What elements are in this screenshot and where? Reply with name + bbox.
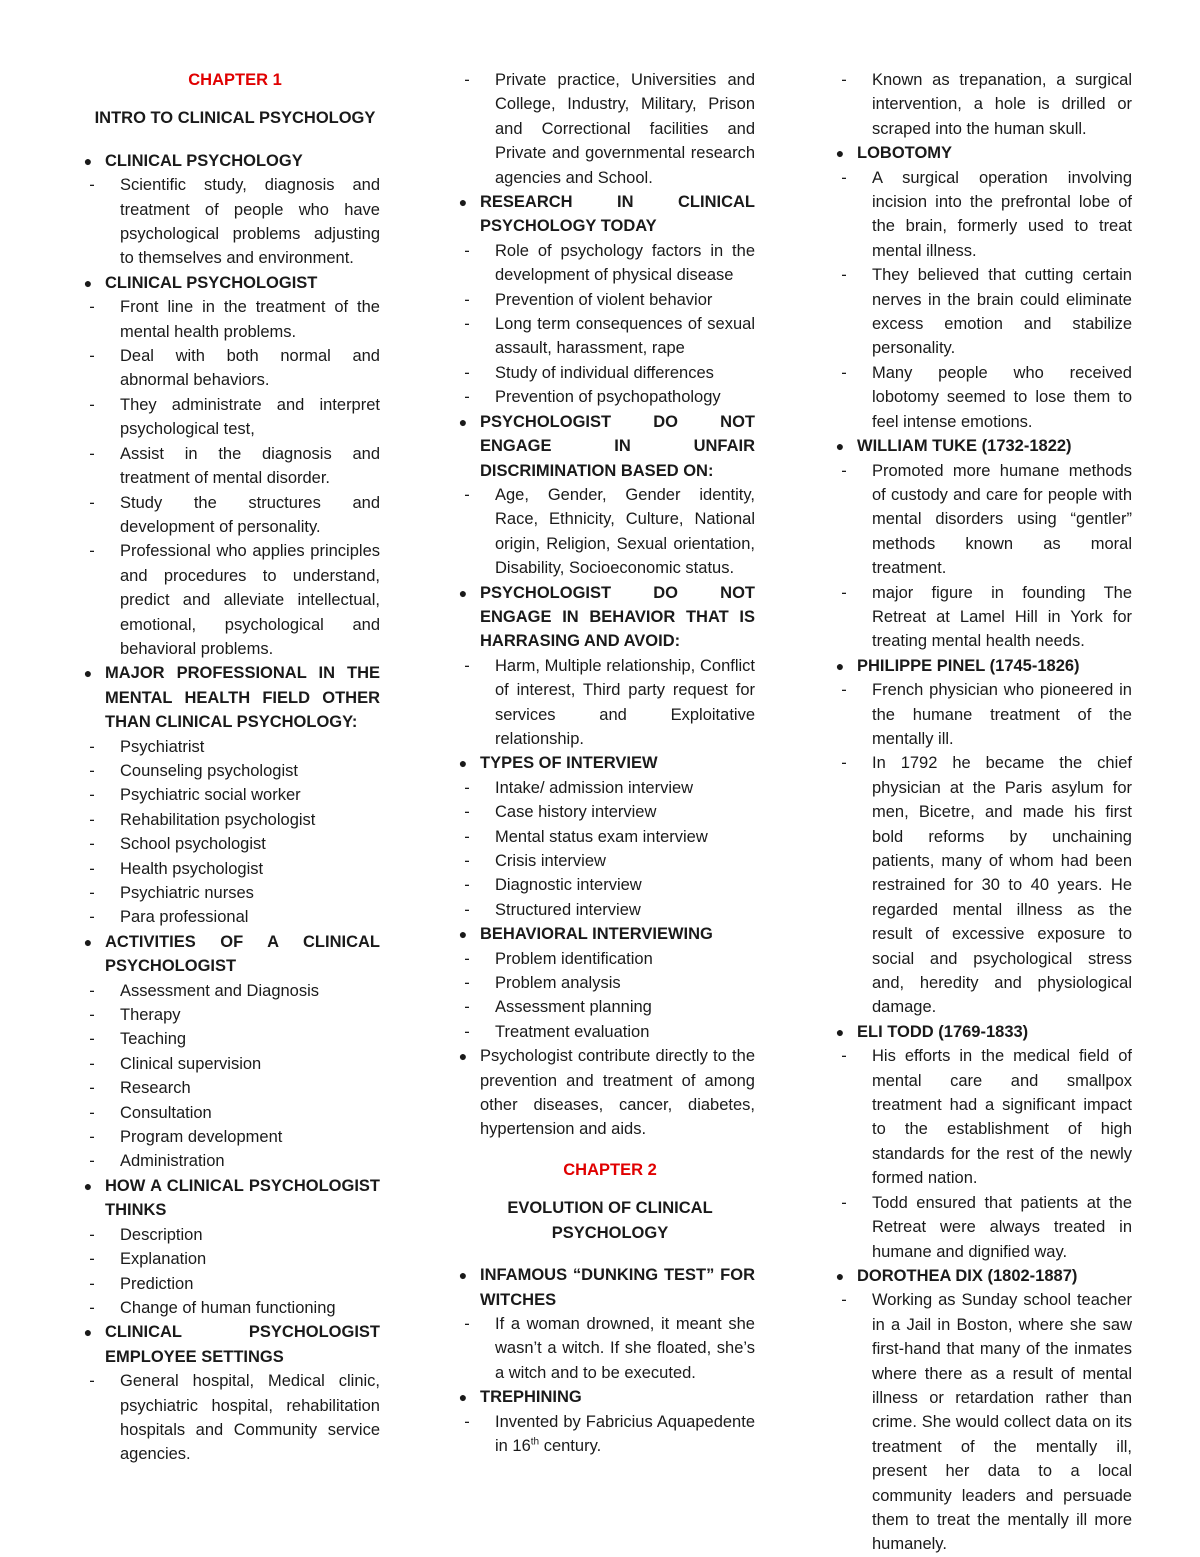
list-item-text: Para professional [120, 908, 249, 927]
section-heading [832, 1264, 1132, 1288]
list-item [80, 539, 380, 661]
dash-icon: - [89, 444, 95, 463]
bullet-icon: ● [83, 933, 93, 950]
section-heading-text: HOW A CLINICAL PSYCHOLOGIST THINKS [105, 1176, 380, 1220]
dash-icon: - [89, 395, 95, 414]
section-heading-text: CLINICAL PSYCHOLOGY [105, 151, 303, 170]
list-item [80, 1296, 380, 1320]
dash-icon: - [89, 1298, 95, 1317]
list-item [80, 1003, 380, 1027]
dash-icon: - [841, 1047, 847, 1066]
section-heading [832, 1020, 1132, 1044]
list-item-text: Promoted more humane methods of custody and care for people with mental disorders using “gentler” methods known as moral treatment. [872, 461, 1132, 578]
dash-icon: - [464, 803, 470, 822]
list-item [455, 898, 755, 922]
list-item [80, 1101, 380, 1125]
list-item [455, 361, 755, 385]
list-item-text: Many people who received lobotomy seemed to lose them to feel intense emotions. [872, 363, 1132, 431]
list-item [80, 979, 380, 1003]
section-heading-text: BEHAVIORAL INTERVIEWING [480, 925, 713, 944]
list-item [80, 1027, 380, 1051]
list-item [80, 1369, 380, 1467]
dash-icon: - [841, 461, 847, 480]
list-item [80, 857, 380, 881]
section-heading [80, 1174, 380, 1223]
bullet-icon: ● [458, 1048, 468, 1065]
dash-icon: - [89, 737, 95, 756]
dash-icon: - [841, 71, 847, 89]
section-heading [455, 1385, 755, 1409]
bullet-icon: ● [835, 1267, 845, 1284]
list-item-text: Intake/ admission interview [495, 778, 694, 797]
list-item-text: Clinical supervision [120, 1054, 262, 1073]
dash-icon: - [89, 1128, 95, 1147]
dash-icon: - [89, 859, 95, 878]
list-item-text: Scientific study, diagnosis and treatment of people who have psychological problems adjusting to themselves and environment. [120, 176, 380, 268]
dash-icon: - [841, 583, 847, 602]
list-item-text: Private practice, Universities and College, Industry, Military, Prison and Correctional facilities and Private and governmental research agencies and School. [495, 71, 755, 187]
bullet-icon: ● [83, 665, 93, 682]
list-item-text: Front line in the treatment of the mental health problems. [120, 298, 380, 341]
dash-icon: - [464, 974, 470, 993]
list-item-text: Teaching [120, 1030, 187, 1049]
dash-icon: - [464, 1412, 470, 1431]
list-item [80, 881, 380, 905]
dash-icon: - [841, 168, 847, 187]
list-item [832, 1288, 1132, 1556]
section-heading [455, 410, 755, 483]
list-item-text: Explanation [120, 1250, 207, 1269]
list-item [455, 825, 755, 849]
dash-icon: - [464, 998, 470, 1017]
list-item [80, 808, 380, 832]
list-item [455, 1020, 755, 1044]
section-heading-text: ELI TODD (1769-1833) [857, 1022, 1029, 1041]
list-item [455, 947, 755, 971]
list-item [80, 1076, 380, 1100]
trephining-superscript: th [530, 1436, 540, 1448]
dash-icon: - [464, 949, 470, 968]
column-1 [80, 68, 380, 1467]
list-item [80, 1052, 380, 1076]
section-heading-text: CLINICAL PSYCHOLOGIST [105, 273, 318, 292]
bullet-icon: ● [458, 1389, 468, 1406]
dash-icon: - [89, 1274, 95, 1293]
list-item-text: Prevention of psychopathology [495, 388, 721, 407]
list-item [832, 68, 1132, 141]
dash-icon: - [464, 241, 470, 260]
section-heading [455, 190, 755, 239]
dash-icon: - [89, 298, 95, 317]
col3-lead-items [832, 68, 1132, 141]
list-item [80, 1272, 380, 1296]
col1-sections [80, 149, 380, 1467]
dash-icon: - [89, 1079, 95, 1098]
list-item-text: Problem analysis [495, 974, 621, 993]
list-item [832, 678, 1132, 751]
list-item [455, 288, 755, 312]
section-heading [455, 751, 755, 775]
section-heading-text: WILLIAM TUKE (1732-1822) [857, 437, 1072, 456]
plain-bullet [455, 1044, 755, 1142]
list-item-text: Age, Gender, Gender identity, Race, Ethnicity, Culture, National origin, Religion, Sexual orientation, Disability, Socioeconomic status. [495, 485, 755, 578]
list-item-text: Counseling psychologist [120, 761, 298, 780]
section-heading-text: INFAMOUS “DUNKING TEST” FOR WITCHES [480, 1266, 755, 1309]
dash-icon: - [841, 266, 847, 285]
list-item-text: Rehabilitation psychologist [120, 810, 316, 829]
list-item-text: Consultation [120, 1103, 212, 1122]
dash-icon: - [464, 827, 470, 846]
list-item-text: French physician who pioneered in the humane treatment of the mentally ill. [872, 681, 1132, 748]
bullet-icon: ● [83, 152, 93, 169]
plain-bullet-text: Psychologist contribute directly to the prevention and treatment of among other diseases, cancer, diabetes, hypertension and aids. [480, 1047, 755, 1139]
list-item-text: Study of individual differences [495, 363, 714, 382]
dash-icon: - [464, 315, 470, 334]
list-item [80, 1247, 380, 1271]
list-item-text: Problem identification [495, 949, 653, 968]
section-heading-text: PHILIPPE PINEL (1745-1826) [857, 656, 1080, 675]
section-heading-text: PSYCHOLOGIST DO NOT ENGAGE IN UNFAIR DISCRIMINATION BASED ON: [480, 412, 755, 480]
section-heading [80, 271, 380, 295]
list-item-text: School psychologist [120, 835, 266, 854]
list-item-text: Treatment evaluation [495, 1022, 650, 1041]
list-item-text: Prevention of violent behavior [495, 290, 713, 309]
dash-icon: - [841, 754, 847, 773]
dash-icon: - [464, 876, 470, 895]
dash-icon: - [89, 835, 95, 854]
list-item [455, 776, 755, 800]
list-item [80, 759, 380, 783]
list-item-text: Psychiatrist [120, 737, 205, 756]
list-item-text: Crisis interview [495, 852, 606, 870]
column-2 [455, 68, 755, 1458]
list-item [455, 385, 755, 409]
list-item-text: Structured interview [495, 900, 641, 919]
section-heading [455, 1263, 755, 1312]
list-item [80, 393, 380, 442]
dash-icon: - [464, 290, 470, 309]
list-item-text: major figure in founding The Retreat at Lamel Hill in York for treating mental health needs. [872, 583, 1132, 651]
list-item [832, 1044, 1132, 1190]
list-item [455, 312, 755, 361]
list-item-text: Diagnostic interview [495, 876, 642, 895]
list-item-text: Case history interview [495, 803, 657, 822]
bullet-icon: ● [458, 926, 468, 943]
list-item [832, 361, 1132, 434]
dash-icon: - [89, 1103, 95, 1122]
column-3 [832, 68, 1132, 1557]
dash-icon: - [89, 1054, 95, 1073]
dash-icon: - [89, 981, 95, 1000]
dash-icon: - [89, 1152, 95, 1171]
dash-icon: - [89, 908, 95, 927]
list-item-text: If a woman drowned, it meant she wasn’t a witch. If she floated, she’s a witch and to be executed. [495, 1314, 755, 1382]
list-item-text: They administrate and interpret psychological test, [120, 395, 380, 439]
section-heading-text: ACTIVITIES OF A CLINICAL PSYCHOLOGIST [105, 932, 380, 976]
col2-sections-2 [455, 1263, 755, 1385]
list-item [80, 832, 380, 856]
dash-icon: - [89, 176, 95, 195]
list-item [832, 166, 1132, 264]
dash-icon: - [89, 761, 95, 780]
section-heading [455, 922, 755, 946]
section-heading-text: DOROTHEA DIX (1802-1887) [857, 1266, 1078, 1285]
bullet-icon: ● [458, 194, 468, 211]
section-heading-text: LOBOTOMY [857, 144, 953, 163]
list-item [80, 295, 380, 344]
list-item-text: Professional who applies principles and procedures to understand, predict and alleviate intellectual, emotional, psychological and behavioral problems. [120, 542, 380, 658]
list-item [80, 1149, 380, 1173]
section-heading [80, 930, 380, 979]
dash-icon: - [464, 363, 470, 382]
list-item [80, 905, 380, 929]
list-item-text: Study the structures and development of personality. [120, 493, 380, 536]
dash-icon: - [464, 388, 470, 407]
list-item-text: His efforts in the medical field of mental care and smallpox treatment had a significant impact to the establishment of high standards for the rest of the newly formed nation. [872, 1047, 1132, 1188]
list-item-text: Assessment and Diagnosis [120, 981, 320, 1000]
bullet-icon: ● [835, 438, 845, 455]
list-item-text: Deal with both normal and abnormal behaviors. [120, 347, 380, 390]
list-item [832, 751, 1132, 1019]
list-item-text: Assessment planning [495, 998, 652, 1017]
section-heading [80, 149, 380, 173]
bullet-icon: ● [835, 145, 845, 162]
dash-icon: - [89, 1250, 95, 1269]
dash-icon: - [89, 786, 95, 805]
dash-icon: - [89, 1030, 95, 1049]
dash-icon: - [89, 347, 95, 366]
list-item-text: Working as Sunday school teacher in a Jail in Boston, where she saw first-hand that many of the inmates where there as a result of mental illness or retardation rather than crime. She would collect data on its treatment of the mentally ill, present her data to a local community leaders and persuade them to treat the mentally ill more humanely. [872, 1291, 1132, 1554]
list-item [832, 1191, 1132, 1264]
list-item [455, 873, 755, 897]
list-item-text: Prediction [120, 1274, 194, 1293]
list-item [455, 483, 755, 581]
dash-icon: - [89, 1372, 95, 1391]
list-item-text: Therapy [120, 1006, 181, 1025]
chapter-2-subtitle: EVOLUTION OF CLINICAL PSYCHOLOGY [507, 1199, 713, 1242]
dash-icon: - [89, 1006, 95, 1025]
list-item-text: Assist in the diagnosis and treatment of mental disorder. [120, 444, 380, 488]
section-heading-text: RESEARCH IN CLINICAL PSYCHOLOGY TODAY [480, 193, 755, 236]
section-heading [80, 661, 380, 734]
bullet-icon: ● [835, 1023, 845, 1040]
list-item-text: They believed that cutting certain nerves in the brain could eliminate excess emotion and stabilize personality. [872, 266, 1132, 358]
section-heading [80, 1320, 380, 1369]
section-heading-text: PSYCHOLOGIST DO NOT ENGAGE IN BEHAVIOR THAT IS HARRASING AND AVOID: [480, 583, 755, 651]
list-item [80, 1125, 380, 1149]
dash-icon: - [841, 681, 847, 700]
list-item-text: Role of psychology factors in the development of physical disease [495, 241, 755, 285]
dash-icon: - [464, 778, 470, 797]
section-heading [832, 654, 1132, 678]
trephining-text-b: century. [539, 1436, 602, 1455]
list-item-text: General hospital, Medical clinic, psychiatric hospital, rehabilitation hospitals and Community service agencies. [120, 1372, 380, 1464]
list-item-text: Change of human functioning [120, 1298, 336, 1317]
bullet-icon: ● [458, 413, 468, 430]
bullet-icon: ● [83, 1177, 93, 1194]
dash-icon: - [464, 71, 470, 89]
dash-icon: - [841, 1291, 847, 1310]
section-heading-text: MAJOR PROFESSIONAL IN THE MENTAL HEALTH FIELD OTHER THAN CLINICAL PSYCHOLOGY: [105, 664, 380, 732]
list-item-text: Psychiatric nurses [120, 884, 254, 902]
list-item-text: Todd ensured that patients at the Retreat were always treated in humane and dignified way. [872, 1193, 1132, 1261]
section-heading [832, 434, 1132, 458]
list-item [80, 442, 380, 491]
bullet-icon: ● [83, 274, 93, 291]
section-heading-text: CLINICAL PSYCHOLOGIST EMPLOYEE SETTINGS [105, 1323, 380, 1366]
list-item [455, 1312, 755, 1385]
list-item [455, 239, 755, 288]
list-item [455, 995, 755, 1019]
dash-icon: - [464, 852, 470, 870]
list-item [455, 849, 755, 873]
list-item [455, 1410, 755, 1459]
bullet-icon: ● [835, 657, 845, 674]
list-item [832, 459, 1132, 581]
bullet-icon: ● [458, 755, 468, 772]
list-item [80, 783, 380, 807]
bullet-icon: ● [458, 1267, 468, 1284]
dash-icon: - [89, 542, 95, 561]
dash-icon: - [89, 810, 95, 829]
list-item-text: Program development [120, 1128, 283, 1147]
list-item-text: Description [120, 1225, 203, 1244]
list-item [455, 654, 755, 752]
list-item-text: Health psychologist [120, 859, 264, 878]
list-item-text: Administration [120, 1152, 225, 1171]
chapter-1-subtitle: INTRO TO CLINICAL PSYCHOLOGY [94, 109, 376, 128]
dash-icon: - [464, 485, 470, 504]
list-item [832, 263, 1132, 361]
trephining-text-a: Invented by Fabricius Aquapedente in 16 [495, 1412, 755, 1455]
chapter-2-title: CHAPTER 2 [563, 1160, 657, 1179]
section-heading-text: TYPES OF INTERVIEW [480, 754, 658, 773]
dash-icon: - [841, 1193, 847, 1212]
col2-lead-items [455, 68, 755, 190]
list-item [832, 581, 1132, 654]
list-item-text: In 1792 he became the chief physician at the Paris asylum for men, Bicetre, and made his first bold reforms by unchaining patients, many of whom had been restrained for 30 to 40 years. He regarded mental illness as the result of excessive exposure to social and psychological stress and, heredity and physiological damage. [872, 754, 1132, 1017]
dash-icon: - [464, 900, 470, 919]
list-item [80, 1223, 380, 1247]
col3-sections [832, 141, 1132, 1557]
dash-icon: - [841, 363, 847, 382]
list-item [80, 491, 380, 540]
dash-icon: - [89, 884, 95, 902]
list-item-text: Research [120, 1079, 191, 1098]
list-item [80, 344, 380, 393]
dash-icon: - [464, 656, 470, 675]
list-item-text: Harm, Multiple relationship, Conflict of interest, Third party request for services and Exploitative relationship. [495, 656, 755, 748]
list-item [455, 971, 755, 995]
list-item-text: Long term consequences of sexual assault, harassment, rape [495, 315, 755, 358]
section-heading [455, 581, 755, 654]
list-item [80, 173, 380, 271]
list-item-text: Psychiatric social worker [120, 786, 301, 805]
list-item [455, 68, 755, 190]
list-item [80, 735, 380, 759]
dash-icon: - [89, 493, 95, 512]
list-item-text: Mental status exam interview [495, 827, 708, 846]
dash-icon: - [89, 1225, 95, 1244]
section-heading-text: TREPHINING [480, 1388, 582, 1407]
list-item [455, 800, 755, 824]
chapter-1-title: CHAPTER 1 [188, 71, 282, 89]
bullet-icon: ● [458, 584, 468, 601]
list-item-text: Known as trepanation, a surgical intervention, a hole is drilled or scraped into the human skull. [872, 71, 1132, 138]
bullet-icon: ● [83, 1324, 93, 1341]
list-item-text: A surgical operation involving incision into the prefrontal lobe of the brain, formerly used to treat mental illness. [872, 168, 1132, 260]
dash-icon: - [464, 1314, 470, 1333]
col2-sections [455, 190, 755, 1044]
dash-icon: - [464, 1022, 470, 1041]
section-heading [832, 141, 1132, 165]
